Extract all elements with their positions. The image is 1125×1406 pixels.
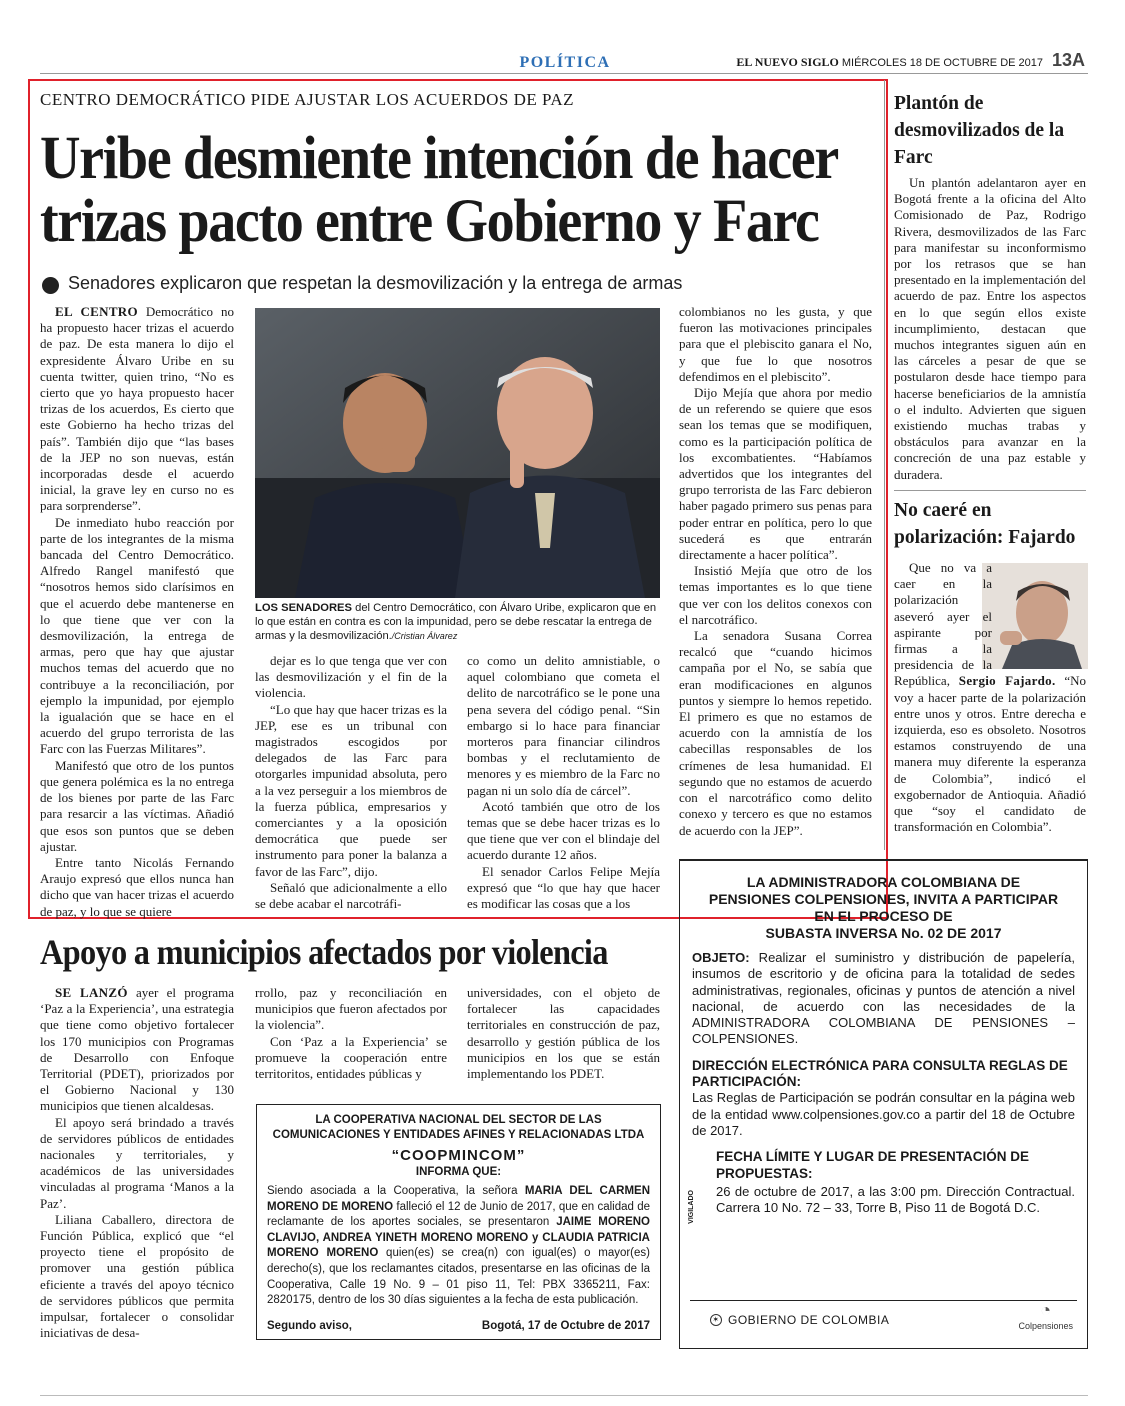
planton-text: Un plantón adelantaron ayer en Bogotá frente a la oficina del Alto Comisionado de Paz, Rodrigo Rivera, desmovilizados de las Farc para manifestar su inconformismo por los retrasos que se han presentado en la implementación del acuerdo de paz. Entre los aspectos en lo que según ellos existe incumplimiento, destacan que muchos integrantes siguen aún en las cárceles a pesar de que se postularon desde hace tiempo para hacerse beneficiarios de la amnistía o el indulto. Advierten que siguen existiendo muchas trabas y obstáculos para avanzar en la concreción de una paz estable y duradera.: [894, 175, 1086, 482]
lead-in: EL CENTRO: [55, 304, 138, 319]
second-headline: Apoyo a municipios afectados por violencia: [40, 932, 608, 972]
fajardo-text: Que no va a caer en la polarización aseveró ayer el aspirante por firmas a la presidencia de la República, Sergio Fajardo. “No voy a hacer parte de la polarización entre unos y otros. Entre derecha e izquierda, eso es obsoleto. Nosotros estamos construyendo de una manera muy diferente la esperanza de Colombia”, indicó el exgobernador de Antioquia. Añadió que “soy el candidato de transformación en Colombia”.: [894, 560, 1087, 835]
coopmincom-notice: LA COOPERATIVA NACIONAL DEL SECTOR DE LAS COMUNICACIONES Y ENTIDADES AFINES Y RELACIONADAS LTDA “COOPMINCOM” INFORMA QUE: Siendo asociada a la Cooperativa, la señora MARIA DEL CARMEN MORENO DE MORENO falleció el 12 de Junio de 2017, que en calidad de reclamante de los aportes sociales, se presentaron JAIME MORENO CLAVIJO, ANDREA YINETH MORENO MORENO y CLAUDIA PATRICIA MORENO MORENO quien(es) se crea(n) con igual(es) o mayor(es) derecho(s), que los reclamantes citados, presentarse en las oficinas de la Cooperativa, Calle 19 No. 9 – 01 piso 11, Tel: PBX 3365211, Fax: 2820175, dentro de los 30 días siguientes a la fecha de esta publicación. Segundo aviso, Bogotá, 17 de Octubre de 2017: [256, 1104, 661, 1340]
story-headline: [40, 125, 838, 255]
bottom-rule: [40, 1395, 1088, 1396]
fajardo-headline: No caeré en polarización: Fajardo: [894, 500, 1076, 548]
vigilado-label: VIGILADO: [688, 1190, 695, 1224]
person-name: Sergio Fajardo.: [958, 673, 1056, 689]
colp-title: LA ADMINISTRADORA COLOMBIANA DE PENSIONES COLPENSIONES, INVITA A PARTICIPAR EN EL PROCESO DE SUBASTA INVERSA No. 02 DE 2017: [708, 874, 1059, 941]
colp-fecha-text: 26 de octubre de 2017, a las 3:00 pm. Dirección Contractual. Carrera 10 No. 72 – 33, Torre B, Piso 11 de Bogotá D.C.: [716, 1183, 1075, 1216]
colpensiones-notice: [679, 859, 1088, 1349]
story-kicker: CENTRO DEMOCRÁTICO PIDE AJUSTAR LOS ACUERDOS DE PAZ: [40, 90, 575, 109]
story-column-3: co como un delito amnistiable, o aquel colombiano que cometa el delito de narcotráfico se le pone una pena severa del código penal. “Sin embargo si lo hace para financiar morteros para financiar cilindros bombas y el reclutamiento de menores y es miembro de la Farc no pagan ni un solo día de cárcel”. Acotó también que otro de los temas que se debe hacer trizas es lo que tiene que ver con el blindaje del acuerdo durante 12 años. El senador Carlos Felipe Mejía expresó que “lo que hay que hacer es modificar las cosas que a los: [467, 653, 660, 912]
story-column-4: colombianos no les gusta, y que fueron las motivaciones principales para que el plebiscito ganara el No, y que fue lo que nosotros defendimos en el plebiscito”. Dijo Mejía que ahora por medio de un referendo se quiere que esos sean los temas que se modifiquen, como es la participación política de los excombatientes. “Habíamos advertidos que los integrantes del grupo terrorista de las Farc debieron haber pagado primero sus penas para poder entrar en política, pero lo que sucederá es que entrarán directamente a hacer política”. Insistió Mejía que otro de los temas importantes es lo que tiene que ver con los delitos conexos con el narcotráfico. La senadora Susana Correa recalcó que “cuando hicimos campaña por el No, se sabía que eran modificaciones en algunos puntos y siempre lo hemos repetido. El primero es que no estamos de acuerdo con la amnistía de los cabecillas responsables de los crímenes de lesa humanidad. El segundo que no estamos de acuerdo con el narcotráfico como delito conexo y tercero es que no estamos de acuerdo con la JEP”.: [679, 304, 872, 838]
sidebar-rule: [884, 80, 885, 850]
colp-dir-text: Las Reglas de Participación se podrán consultar en la página web de la entidad www.colpensiones.gov.co a partir del 18 de Octubre de 2017.: [692, 1090, 1075, 1138]
gobierno-logo: ✶ GOBIERNO DE COLOMBIA: [710, 1313, 889, 1327]
masthead: [736, 55, 1043, 70]
issue-date: MIÉRCOLES 18 DE OCTUBRE DE 2017: [841, 57, 1043, 69]
photo-illustration: [255, 308, 660, 598]
story-deck: Senadores explicaron que respetan la desmovilización y la entrega de armas: [68, 273, 683, 293]
second-column-3: universidades, con el objeto de fortalecer las capacidades territoriales en construcción de paz, desarrollo y gestión pública de los municipios en los que se están implementando los PDET.: [467, 985, 660, 1082]
colpensiones-icon: ◔: [1040, 1300, 1052, 1320]
coop-footer: Segundo aviso, Bogotá, 17 de Octubre de 2017: [267, 1320, 650, 1332]
second-column-1: SE LANZÓ ayer el programa ‘Paz a la Experiencia’, una estrategia que tiene como objetivo fortalecer los 170 municipios con Programas de Desarrollo con Enfoque Territorial (PDET), priorizados por el Gobierno Nacional y 130 municipios que tienen alcaldesas. El apoyo será brindado a través de servidores públicos de entidades nacionales y territoriales, y académicos de las universidades vinculadas al programa ‘Manos a la Paz’. Liliana Caballero, directora de Función Pública, explicó que “el proyecto tiene el propósito de promover una gestión pública eficiente a través del apoyo técnico de servidores públicos que permita impulsar, fortalecer o consolidar iniciativas de desa-: [40, 985, 235, 1341]
section-label: POLÍTICA: [519, 54, 611, 71]
coop-body: Siendo asociada a la Cooperativa, la señora MARIA DEL CARMEN MORENO DE MORENO falleció el 12 de Junio de 2017, que en calidad de reclamante de los aportes sociales, se presentaron JAIME MORENO CLAVIJO, ANDREA YINETH MORENO MORENO y CLAUDIA PATRICIA MORENO MORENO quien(es) se crea(n) con igual(es) o mayor(es) derecho(s), que los reclamantes citados, presentarse en las oficinas de la Cooperativa, Calle 19 No. 9 – 01 piso 11, Tel: PBX 3365211, Fax: 2820175, dentro de los 30 días siguientes a la fecha de esta publicación.: [267, 1185, 651, 1307]
colpensiones-logo: ◔ Colpensiones: [1018, 1300, 1073, 1331]
headline-line-2: trizas pacto entre Gobierno y Farc: [40, 188, 819, 255]
headline-line-1: Uribe desmiente intención de hacer: [40, 125, 838, 192]
page-number: 13A: [1051, 50, 1085, 70]
newspaper-name: EL NUEVO SIGLO: [736, 55, 839, 69]
photo-caption: LOS SENADORES del Centro Democrático, con Álvaro Uribe, explicaron que en lo que están en contra es con la impunidad, pero se debe rescatar la entrega de armas y la desmovilización./Cristian Álvarez: [255, 602, 657, 642]
coop-name: “COOPMINCOM”: [391, 1147, 526, 1164]
lead-in: SE LANZÓ: [55, 985, 128, 1000]
colp-dir-label: DIRECCIÓN ELECTRÓNICA PARA CONSULTA REGLAS DE PARTICIPACIÓN:: [692, 1057, 1068, 1090]
story-column-1: EL CENTRO Democrático no ha propuesto hacer trizas el acuerdo de paz. De esta manera lo dijo el expresidente Álvaro Uribe en su cuenta twitter, quien trino, “No es cierto que yo haya propuesto hacer trizas de los acuerdos, Es cierto que este Gobierno ha hecho trizas del país”. También dijo que “las bases de la JEP no son nuevas, están incorporadas desde el acuerdo inicial, la grave ley en curso no es para sorprenderse”. De inmediato hubo reacción por parte de los integrantes de la misma bancada del Centro Democrático. Alfredo Rangel manifestó que “nosotros hemos sido clarísimos en que el acuerdo debe mantenerse en lo que tiene que ver con la desmovilización, la entrega de armas, pero que hay que ajustar muchos temas del acuerdo que no contribuye a la reconciliación, por ejemplo la impunidad, por ejemplo la igualación que se hace en el acuerdo del grupo terrorista de las Farc con las Fuerzas Militares”. Manifestó que otro de los puntos que genera polémica es la no entrega de los bienes por parte de las Farc para resarcir a las víctimas. Añadió que esos son puntos que se deben ajustar. Entre tanto Nicolás Fernando Araujo expresó que ellos nunca han dicho que van hacer trizas el acuerdo de paz, y lo que se quiere: [40, 304, 234, 919]
header-rule: [40, 73, 1088, 74]
second-column-2: rrollo, paz y reconciliación en municipios que fueron afectados por la violencia”. Con ‘Paz a la Experiencia’ se promueve la cooperación entre territoritos, entidades públicas y: [255, 985, 447, 1082]
colp-objeto: OBJETO: Realizar el suministro y distribución de papelería, insumos de escritorio y de oficina para la totalidad de sedes administrativas, regionales, oficinas y puntos de atención a nivel nacional, de acuerdo con las necesidades de la ADMINISTRADORA COLOMBIANA DE PENSIONES – COLPENSIONES.: [692, 950, 1075, 1047]
senators-photo: [255, 308, 660, 598]
crest-icon: ✶: [710, 1314, 722, 1326]
sidebar-divider: [894, 490, 1086, 491]
story-column-2: dejar es lo que tenga que ver con las desmovilización y el fin de la violencia. “Lo que hay que hacer trizas es la JEP, ese es un tribunal con magistrados escogidos por delegados de las Farc para otorgarles impunidad absoluta, pero a la vez perseguir a los miembros de la fuerza pública, empresarios y comerciantes y a la oposición democrática que puede ser instrumento para poner la balanza a favor de las Farc”, dijo. Señaló que adicionalmente a ello se debe acabar el narcotráfi-: [255, 653, 447, 912]
planton-headline: Plantón de desmovilizados de la Farc: [894, 93, 1065, 168]
bullet-icon: [42, 277, 59, 294]
colp-fecha-label: FECHA LÍMITE Y LUGAR DE PRESENTACIÓN DE PROPUESTAS:: [716, 1149, 1030, 1181]
photo-float-space: [992, 560, 1086, 672]
